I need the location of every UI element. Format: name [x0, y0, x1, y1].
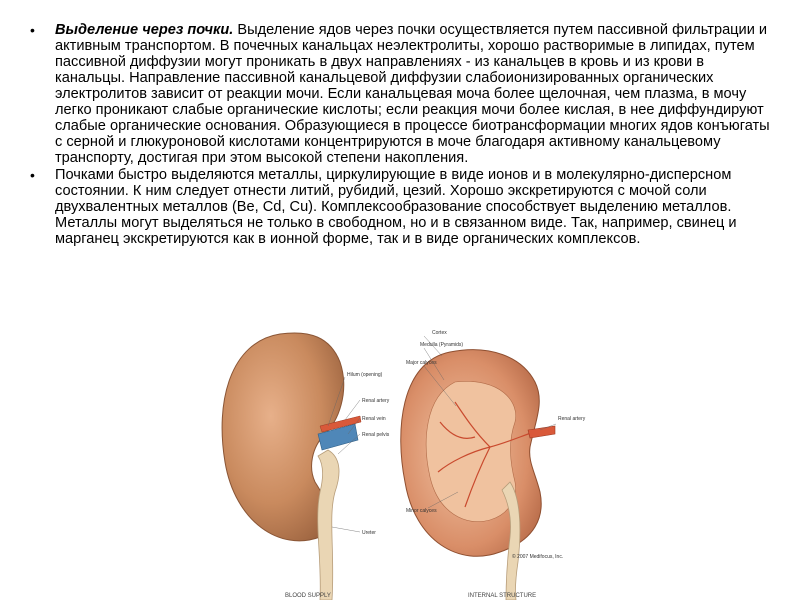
label-renal-pelvis: Renal pelvis [362, 432, 390, 438]
bullet-body-text: Выделение ядов через почки осуществляется путем пассивной фильтрации и активным транспортом. В почечных канальцах неэлектролиты, хорошо растворимые в липидах, путем пассивной диффузии могут проникать в двух направлениях - из канальцев в кровь и из крови в канальцы. Направление пассивной канальцевой диффузии слабоионизированных органических электролитов зависит от реакции мочи. Если канальцевая моча более щелочная, чем плазма, в мочу легко проникают слабые органические кислоты; если реакция мочи более кислая, в нее диффундируют слабые органические основания. Образующиеся в процессе биотрансформации многих ядов конъюгаты с серной и глюкуроновой кислотами концентрируются в моче благодаря активному канальцевому транспорту, достигая при этом высокой степени накопления. [55, 22, 770, 166]
label-hilum: Hilum (opening) [347, 372, 383, 378]
copyright-text: © 2007 Medifocus, Inc. [512, 554, 564, 560]
label-cortex: Cortex [432, 330, 447, 336]
bullet-icon: • [30, 167, 35, 183]
label-renal-artery-right: Renal artery [558, 416, 586, 422]
bullet-item-kidney-excretion [28, 22, 778, 166]
label-renal-vein: Renal vein [362, 416, 386, 422]
label-minor-calyces: Minor calyces [406, 508, 437, 514]
bullet-lead-text: Выделение через почки. [55, 22, 234, 38]
label-renal-artery-left: Renal artery [362, 398, 390, 404]
label-medulla: Medulla (Pyramids) [420, 342, 464, 348]
bullet-item-metals [28, 167, 778, 247]
right-kidney [401, 330, 586, 600]
kidney-diagram [210, 322, 590, 600]
bullet-list [28, 22, 778, 248]
label-major-calyces: Major calyces [406, 360, 437, 366]
label-ureter: Ureter [362, 530, 376, 536]
caption-internal-structure: INTERNAL STRUCTURE [468, 593, 537, 599]
caption-blood-supply: BLOOD SUPPLY [285, 593, 331, 599]
kidney-illustration [210, 322, 590, 600]
bullet-body-text: Почками быстро выделяются металлы, циркулирующие в виде ионов и в молекулярно-дисперсном состоянии. К ним следует отнести литий, рубидий, цезий. Хорошо экскретируются с мочой соли двухвалентных металлов (Be, Cd, Cu). Комплексообразование способствует выделению металлов. Металлы могут выделяться не только в свободном, но и в связанном виде. Так, например, свинец и марганец экскретируются как в ионной форме, так и в виде органических комплексов. [55, 167, 737, 247]
right-kidney-medulla [426, 381, 516, 521]
bullet-icon: • [30, 22, 35, 38]
left-kidney [222, 333, 390, 600]
left-ureter [318, 450, 339, 600]
